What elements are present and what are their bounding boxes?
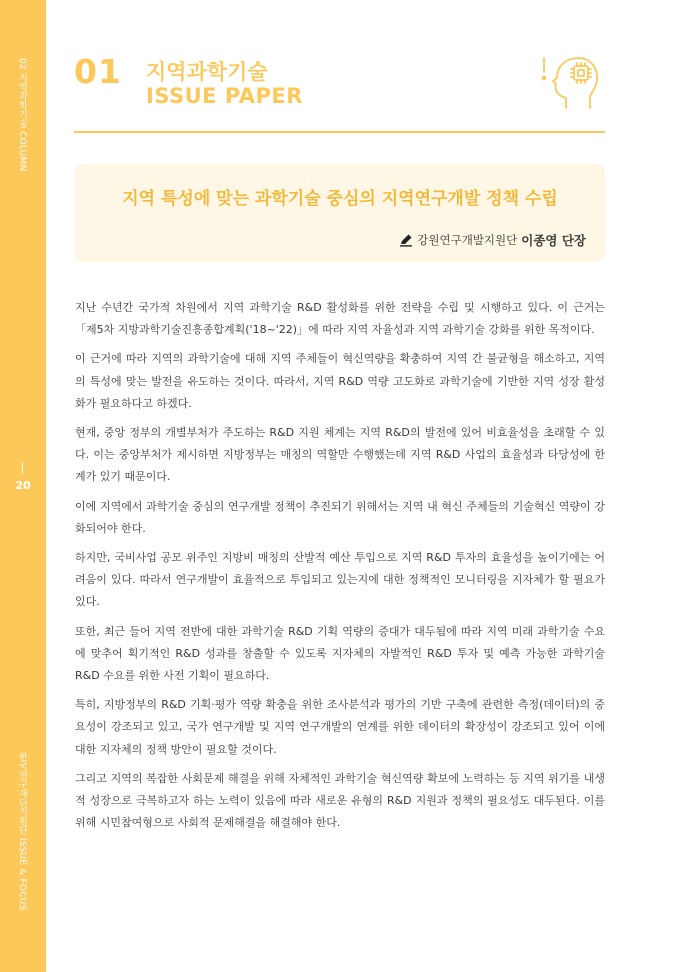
- paragraph: 이에 지역에서 과학기술 중심의 연구개발 정책이 추진되기 위해서는 지역 내 혁신 주체들의 기술혁신 역량이 강화되어야 한다.: [75, 499, 605, 535]
- paragraph: 그리고 지역의 복잡한 사회문제 해결을 위해 자체적인 과학기술 혁신역량 확보에 노력하는 등 지역 위기를 내생적 성장으로 극복하고자 하는 노력이 있음에 따라 새로운 유형의 R&D 지원과 정책의 필요성도 대두된다. 이를 위해 시민참여형으로 사회적 문제해결을 해결해야 한다.: [75, 771, 605, 830]
- paragraph: 지난 수년간 국가적 차원에서 지역 과학기술 R&D 활성화를 위한 전략을 수립 및 시행하고 있다. 이 근거는 「제5차 지방과학기술진흥종합계획('18~'22)」에 따라 지역 자율성과 지역 과학기술 강화를 위한 목적이다.: [75, 301, 605, 337]
- page-divider: [22, 462, 23, 474]
- author-organization: 강원연구개발지원단: [417, 233, 518, 247]
- article-title: 지역 특성에 맞는 과학기술 중심의 지역연구개발 정책 수립: [122, 189, 558, 209]
- sidebar: [0, 0, 46, 972]
- paragraph: 특히, 지방정부의 R&D 기획·평가 역량 확충을 위한 조사분석과 평가의 기반 구축에 관련한 측정(데이터)의 중요성이 강조되고 있고, 국가 연구개발 및 지역 연구개발의 연계를 위한 데이터의 확장성이 강조되고 있어 이에 대한 지자체의 정책 방안이 필요할 것이다.: [75, 698, 605, 756]
- paragraph: 하지만, 국비사업 공모 위주인 지방비 매칭의 산발적 예산 투입으로 지역 R&D 투자의 효율성을 높이기에는 어려움이 있다. 따라서 연구개발이 효율적으로 투입되고 있는지에 대한 정책적인 모니터링을 지자체가 할 필요가 있다.: [75, 551, 605, 609]
- publication-label: 한국연구재단지원단 ISSUE & FOCUS: [17, 752, 27, 911]
- head-chip-icon: [540, 52, 606, 112]
- header-title: 지역과학기술: [146, 60, 268, 84]
- paragraph: 또한, 최근 들어 지역 전반에 대한 과학기술 R&D 기획 역량의 증대가 대두됨에 따라 지역 미래 과학기술 수요에 맞추어 획기적인 R&D 성과를 창출할 수 있도록 지자체의 자발적인 R&D 투자 및 예측 가능한 과학기술 R&D 수요를 위한 사전 기획이 필요하다.: [75, 624, 605, 683]
- author-line: [399, 231, 586, 249]
- section-label: 02 지역과학기술 COLUMN: [17, 58, 27, 172]
- pen-icon: [399, 233, 413, 247]
- header-subtitle: ISSUE PAPER: [146, 84, 303, 108]
- article-body: [75, 297, 605, 841]
- page-number: 20: [15, 479, 31, 492]
- paragraph: 현재, 중앙 정부의 개별부처가 주도하는 R&D 지원 체계는 지역 R&D의 발전에 있어 비효율성을 초래할 수 있다. 이는 중앙부처가 제시하면 지방정부는 매칭의 역할만 수행했는데 지역 R&D 사업의 효율성과 타당성에 한계가 있기 때문이다.: [75, 426, 605, 484]
- article-title-box: [75, 164, 605, 262]
- author-name: 이종영 단장: [521, 233, 586, 248]
- header-divider: [74, 131, 605, 133]
- paragraph: 이 근거에 따라 지역의 과학기술에 대해 지역 주체들이 혁신역량을 확충하여 지역 간 불균형을 해소하고, 지역의 특성에 맞는 발전을 유도하는 것이다. 따라서, 지역 R&D 역량 고도화로 과학기술에 기반한 지역 성장 활성화가 필요하다고 하겠다.: [75, 352, 605, 410]
- issue-number: 01: [74, 52, 122, 91]
